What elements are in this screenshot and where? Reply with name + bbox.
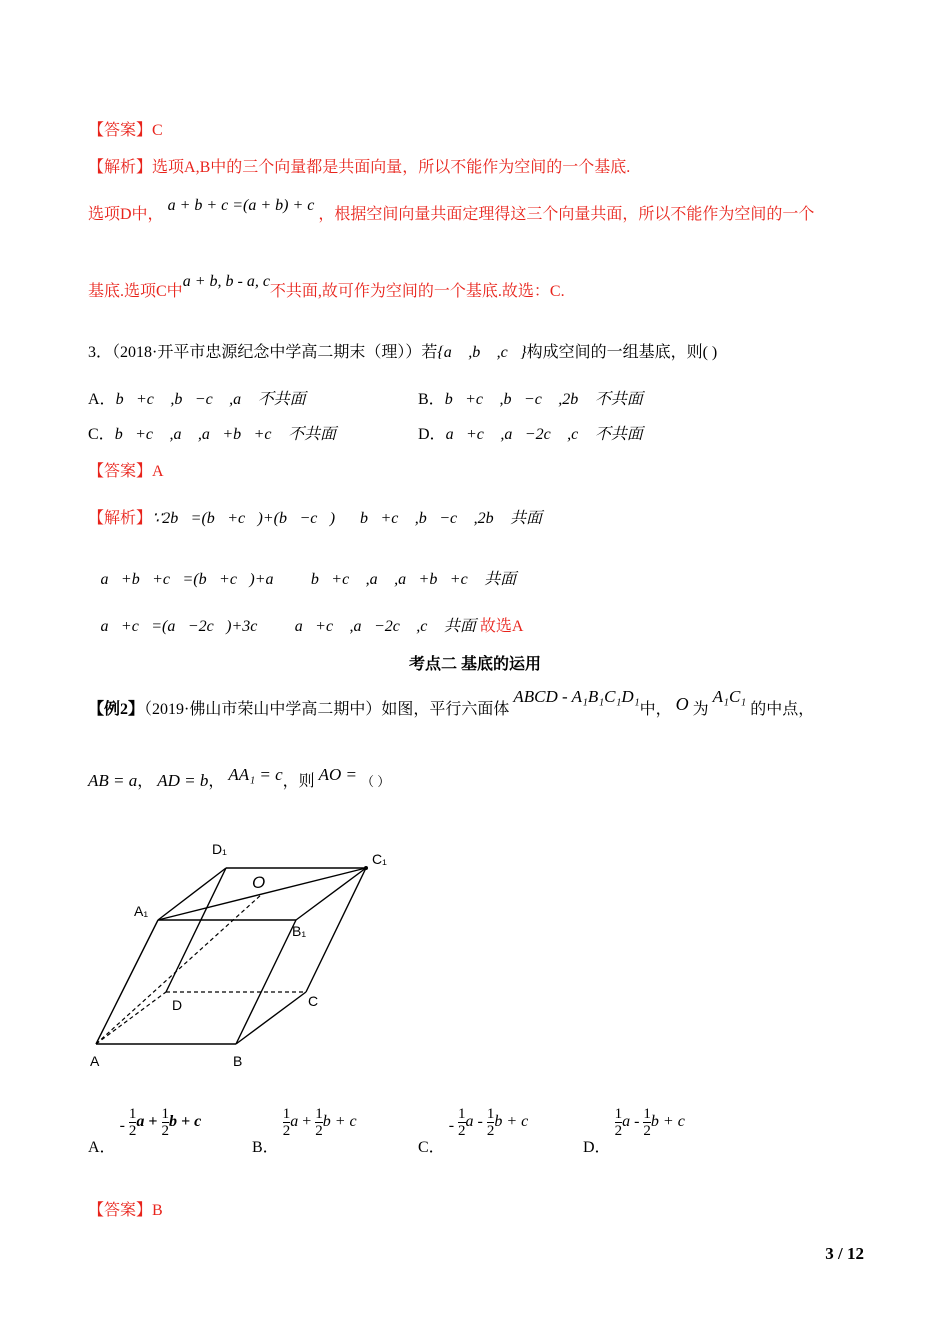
q3-option-a[interactable] bbox=[88, 386, 306, 409]
q2-analysis-line1 bbox=[88, 154, 630, 177]
ex2-stem bbox=[88, 687, 815, 719]
numerator: 1 bbox=[161, 1106, 170, 1122]
numerator: 1 bbox=[282, 1106, 291, 1122]
q3-analysis-line1 bbox=[88, 505, 542, 528]
label-d1: D₁ bbox=[212, 841, 227, 857]
denominator: 2 bbox=[282, 1123, 291, 1139]
answer-value: B bbox=[152, 1202, 163, 1219]
formula: O bbox=[675, 694, 689, 714]
formula: b⃗+c⃗ ,a⃗ ,a⃗+b⃗+c⃗ bbox=[114, 426, 284, 443]
question-text: ，则 bbox=[282, 773, 315, 790]
edge-b1c1 bbox=[296, 868, 366, 920]
formula: ∵2b⃗=(b⃗+c⃗)+(b⃗−c⃗)，∴b⃗+c⃗ ,b⃗−c⃗ ,2b⃗ 共面 bbox=[152, 510, 543, 527]
formula: AA₁ = c bbox=[228, 765, 283, 784]
analysis-label: 【解析】 bbox=[88, 159, 153, 176]
formula: + bbox=[148, 1113, 158, 1131]
label-o: O bbox=[252, 873, 266, 892]
formula: a bbox=[290, 1113, 299, 1131]
q3-option-b[interactable] bbox=[418, 386, 643, 409]
label-a: A bbox=[90, 1053, 100, 1069]
analysis-label: 【解析】 bbox=[88, 510, 153, 527]
formula: a⃗+c⃗ ,a⃗−2c⃗ ,c⃗ bbox=[445, 426, 591, 443]
formula: ∵a⃗+b⃗+c⃗=(b⃗+c⃗)+a⃗，∴b⃗+c⃗ ,a⃗ ,a⃗+b⃗+c⃗ 共面 bbox=[88, 571, 517, 588]
fraction bbox=[615, 1106, 623, 1139]
formula: {a⃗ ,b⃗ ,c⃗} bbox=[437, 344, 527, 361]
label-c1: C₁ bbox=[372, 851, 387, 867]
formula: AO = bbox=[318, 765, 358, 784]
numerator: 1 bbox=[315, 1106, 323, 1122]
q3-stem bbox=[88, 339, 717, 362]
option-label: C． bbox=[88, 426, 115, 443]
answer-value: A bbox=[152, 463, 164, 480]
formula: ∵a⃗+c⃗=(a⃗−2c⃗)+3c⃗，∴a⃗+c⃗ ,a⃗−2c⃗ ,c⃗ 共面 bbox=[88, 618, 476, 635]
option-text: 不共面 bbox=[594, 426, 643, 443]
formula: AD = b bbox=[157, 771, 209, 790]
denominator: 2 bbox=[614, 1123, 623, 1139]
formula: + bbox=[302, 1113, 312, 1131]
parallelepiped-figure bbox=[80, 832, 400, 1077]
label-d: D bbox=[172, 997, 183, 1013]
option-label: D． bbox=[583, 1139, 611, 1157]
formula: AB = a bbox=[88, 771, 138, 790]
fraction bbox=[162, 1106, 170, 1139]
question-text: （2019·佛山市荣山中学高二期中）如图，平行六面体 bbox=[144, 701, 510, 718]
ex2-option-d[interactable] bbox=[583, 1106, 685, 1157]
denominator: 2 bbox=[643, 1123, 651, 1139]
ex2-given: AB = a， AD = b， AA₁ = c，则 AO = （ ） bbox=[88, 765, 391, 790]
analysis-text: 不共面,故可作为空间的一个基底.故选：C. bbox=[269, 283, 565, 300]
fraction bbox=[643, 1106, 651, 1139]
answer-label: 【答案】 bbox=[88, 1202, 153, 1219]
question-text: 构成空间的一组基底，则( ) bbox=[526, 344, 718, 361]
formula: b + c bbox=[322, 1113, 357, 1131]
formula: b⃗+c⃗ ,b⃗−c⃗ ,2b⃗ bbox=[444, 391, 591, 408]
segment-ao-hidden bbox=[96, 894, 262, 1044]
numerator: 1 bbox=[486, 1106, 495, 1122]
formula: b + c bbox=[169, 1113, 202, 1131]
formula: a bbox=[622, 1113, 631, 1131]
denominator: 2 bbox=[161, 1123, 170, 1139]
question-text: 中， bbox=[639, 701, 672, 718]
page-number: 3 / 12 bbox=[825, 1244, 864, 1263]
formula: a + b + c =(a + b) + c bbox=[167, 197, 315, 214]
formula: - bbox=[119, 1117, 125, 1135]
option-label: A． bbox=[88, 391, 116, 408]
question-text: 3．（2018·开平市忠源纪念中学高二期末（理））若 bbox=[88, 344, 438, 361]
label-a1: A₁ bbox=[134, 903, 149, 919]
analysis-text: 选项D中， bbox=[88, 206, 164, 223]
q2-analysis-line2 bbox=[88, 197, 815, 224]
ex2-option-c[interactable] bbox=[418, 1106, 529, 1157]
denominator: 2 bbox=[458, 1123, 466, 1139]
ex2-option-a[interactable] bbox=[88, 1106, 202, 1157]
q3-option-c[interactable] bbox=[88, 421, 336, 444]
numerator: 1 bbox=[458, 1106, 466, 1122]
q2-answer bbox=[88, 117, 163, 140]
option-label: B． bbox=[252, 1139, 279, 1157]
formula: a bbox=[136, 1113, 145, 1131]
question-text: 的中点， bbox=[750, 701, 815, 718]
answer-value: C bbox=[152, 122, 163, 139]
answer-blank: （ ） bbox=[361, 774, 391, 789]
answer-label: 【答案】 bbox=[88, 463, 153, 480]
ex2-option-b[interactable] bbox=[252, 1106, 357, 1157]
analysis-text: 故选A bbox=[479, 618, 524, 635]
option-label: D． bbox=[418, 426, 446, 443]
label-c: C bbox=[308, 993, 319, 1009]
edge-ad-hidden bbox=[96, 992, 166, 1044]
q3-option-d[interactable] bbox=[418, 421, 643, 444]
denominator: 2 bbox=[486, 1123, 495, 1139]
denominator: 2 bbox=[128, 1123, 137, 1139]
example-label: 【例2】 bbox=[88, 701, 145, 718]
formula: - bbox=[477, 1113, 483, 1131]
formula: b + c bbox=[650, 1113, 685, 1131]
analysis-text: 基底.选项C中 bbox=[88, 283, 183, 300]
label-b1: B₁ bbox=[292, 923, 307, 939]
ex2-answer bbox=[88, 1197, 163, 1220]
q2-analysis-line3 bbox=[88, 273, 565, 301]
option-text: 不共面 bbox=[594, 391, 643, 408]
denominator: 2 bbox=[315, 1123, 323, 1139]
numerator: 1 bbox=[643, 1106, 651, 1122]
formula: ABCD - A₁B₁C₁D₁ bbox=[513, 687, 640, 706]
analysis-text: ，根据空间向量共面定理得这三个向量共面，所以不能作为空间的一个 bbox=[318, 206, 815, 223]
edge-bb1 bbox=[236, 920, 296, 1044]
option-text: 不共面 bbox=[287, 426, 336, 443]
option-label: B． bbox=[418, 391, 445, 408]
option-label: C． bbox=[418, 1139, 445, 1157]
numerator: 1 bbox=[128, 1106, 137, 1122]
label-b: B bbox=[233, 1053, 243, 1069]
q3-answer bbox=[88, 458, 164, 481]
numerator: 1 bbox=[614, 1106, 623, 1122]
formula: b + c bbox=[494, 1113, 529, 1131]
formula: a + b, b - a, c bbox=[182, 273, 270, 290]
q3-analysis-line3 bbox=[88, 613, 523, 636]
formula: b⃗+c⃗ ,b⃗−c⃗ ,a⃗ bbox=[115, 391, 254, 408]
edge-cc1 bbox=[306, 868, 366, 992]
option-label: A． bbox=[88, 1139, 116, 1157]
point-c1 bbox=[364, 866, 368, 870]
option-text: 不共面 bbox=[257, 391, 306, 408]
fraction bbox=[315, 1106, 323, 1139]
question-text: 为 bbox=[692, 701, 709, 718]
formula: - bbox=[448, 1117, 455, 1135]
edge-aa1 bbox=[96, 920, 158, 1044]
fraction bbox=[458, 1106, 466, 1139]
formula: a bbox=[465, 1113, 474, 1131]
analysis-text: 选项A,B中的三个向量都是共面向量，所以不能作为空间的一个基底. bbox=[152, 159, 631, 176]
q3-analysis-line2 bbox=[88, 566, 516, 589]
formula: A₁C₁ bbox=[712, 687, 747, 706]
section-title: 考点二 基底的运用 bbox=[408, 656, 541, 673]
answer-label: 【答案】 bbox=[88, 122, 153, 139]
edge-bc bbox=[236, 992, 306, 1044]
formula: - bbox=[634, 1113, 640, 1131]
